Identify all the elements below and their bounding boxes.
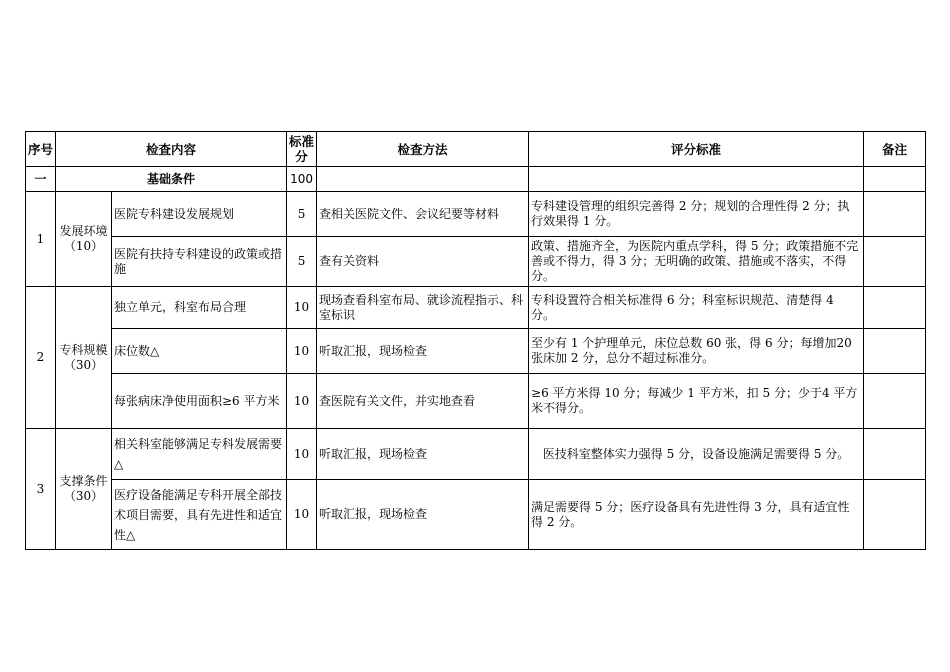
criteria-cell: 至少有 1 个护理单元，床位总数 60 张，得 6 分；每增加20 张床加 2 分，总分不超过标准分。 [529,329,864,374]
section-score: 100 [287,167,317,192]
group-seq: 3 [26,429,56,550]
criteria-cell: 专科建设管理的组织完善得 2 分；规划的合理性得 2 分；执行效果得 1 分。 [529,192,864,237]
group-category: 支撑条件（30） [56,429,112,550]
section-remark-empty [864,167,926,192]
remark-cell [864,329,926,374]
section-criteria-empty [529,167,864,192]
item-cell: 医院专科建设发展规划 [112,192,287,237]
table-row [26,480,926,550]
header-score: 标准分 [287,132,317,167]
group-seq: 2 [26,287,56,429]
score-cell: 10 [287,480,317,550]
section-title: 基础条件 [56,167,287,192]
table-row [26,374,926,429]
header-criteria: 评分标准 [529,132,864,167]
criteria-cell: 医技科室整体实力强得 5 分，设备设施满足需要得 5 分。 [529,429,864,480]
criteria-cell: 专科设置符合相关标准得 6 分；科室标识规范、清楚得 4 分。 [529,287,864,329]
remark-cell [864,480,926,550]
table-row [26,192,926,237]
table-row [26,429,926,480]
method-cell: 查有关资料 [317,237,529,287]
table-row [26,287,926,329]
section-method-empty [317,167,529,192]
score-cell: 5 [287,237,317,287]
score-cell: 10 [287,287,317,329]
method-cell: 查医院有关文件，并实地查看 [317,374,529,429]
header-remark: 备注 [864,132,926,167]
method-cell: 听取汇报，现场检查 [317,480,529,550]
criteria-cell: ≥6 平方米得 10 分；每减少 1 平方米，扣 5 分；少于4 平方米不得分。 [529,374,864,429]
item-cell: 医疗设备能满足专科开展全部技术项目需要，具有先进性和适宜性△ [112,480,287,550]
score-cell: 10 [287,429,317,480]
item-cell: 床位数△ [112,329,287,374]
item-cell: 独立单元，科室布局合理 [112,287,287,329]
remark-cell [864,237,926,287]
method-cell: 听取汇报，现场检查 [317,329,529,374]
group-category: 专科规模（30） [56,287,112,429]
score-cell: 10 [287,329,317,374]
method-cell: 听取汇报，现场检查 [317,429,529,480]
remark-cell [864,429,926,480]
header-content: 检查内容 [56,132,287,167]
method-cell: 查相关医院文件、会议纪要等材料 [317,192,529,237]
header-row [26,132,926,167]
remark-cell [864,192,926,237]
remark-cell [864,374,926,429]
score-cell: 10 [287,374,317,429]
table-row [26,329,926,374]
section-row [26,167,926,192]
remark-cell [864,287,926,329]
group-category: 发展环境（10） [56,192,112,287]
evaluation-table [25,131,926,550]
header-method: 检查方法 [317,132,529,167]
table-row [26,237,926,287]
header-seq: 序号 [26,132,56,167]
method-cell: 现场查看科室布局、就诊流程指示、科室标识 [317,287,529,329]
score-cell: 5 [287,192,317,237]
section-seq: 一 [26,167,56,192]
criteria-cell: 满足需要得 5 分；医疗设备具有先进性得 3 分，具有适宜性得 2 分。 [529,480,864,550]
item-cell: 相关科室能够满足专科发展需要△ [112,429,287,480]
group-seq: 1 [26,192,56,287]
criteria-cell: 政策、措施齐全，为医院内重点学科，得 5 分；政策措施不完善或不得力，得 3 分；无明确的政策、措施或不落实，不得分。 [529,237,864,287]
item-cell: 医院有扶持专科建设的政策或措施 [112,237,287,287]
item-cell: 每张病床净使用面积≥6 平方米 [112,374,287,429]
